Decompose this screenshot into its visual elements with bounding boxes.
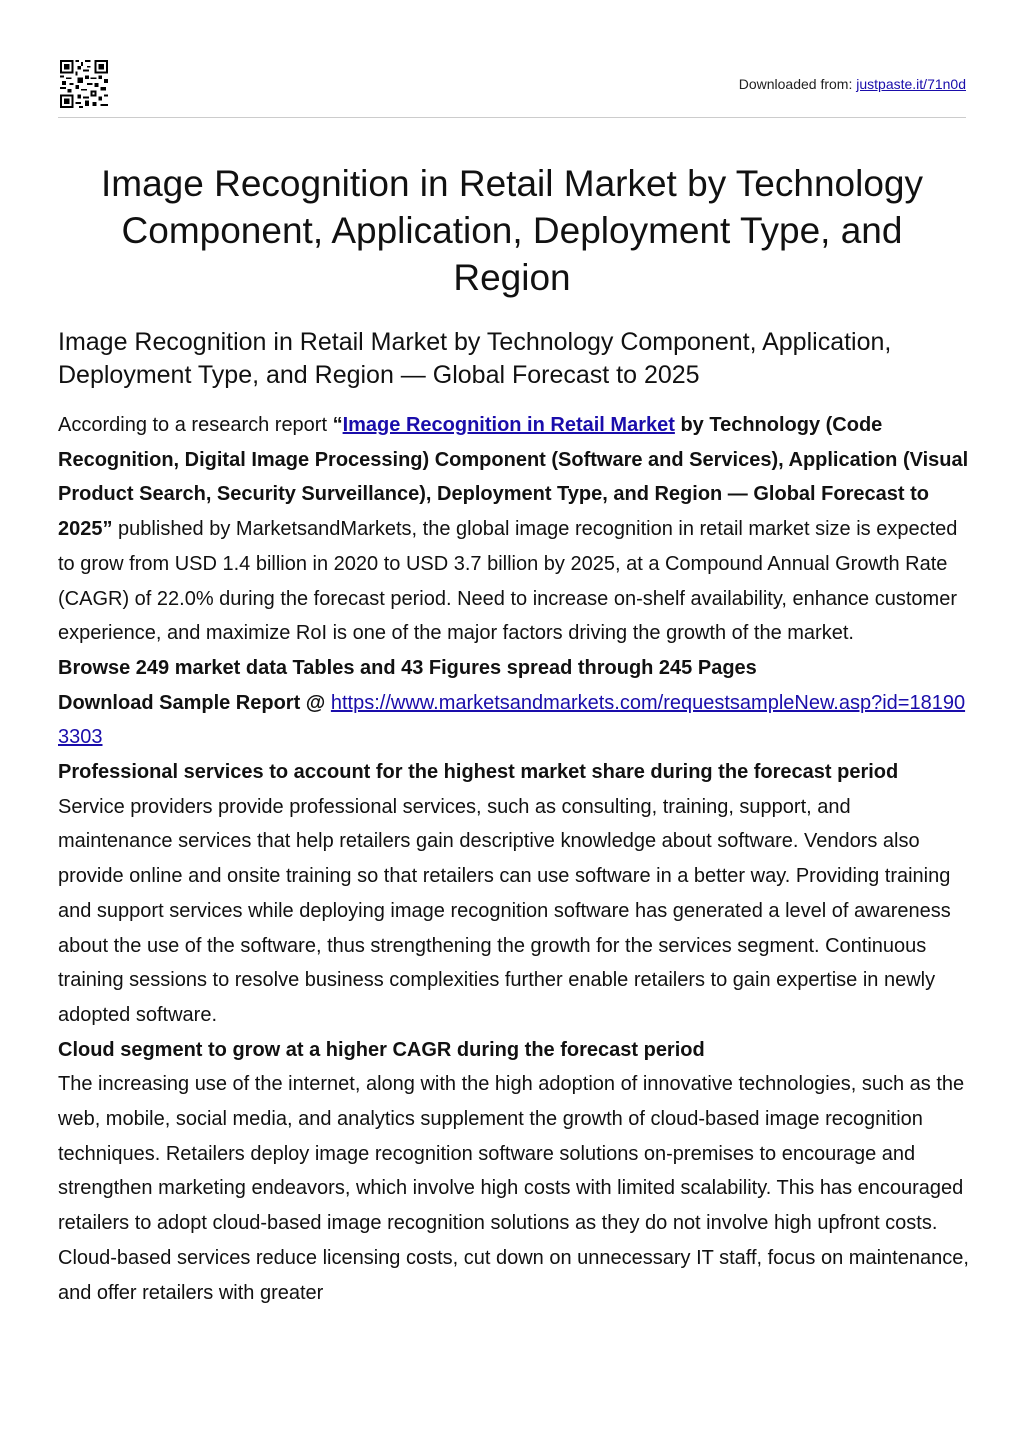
section-heading-professional (58, 755, 970, 790)
qr-code-icon (60, 60, 108, 108)
intro-text: published by MarketsandMarkets, the global image recognition in retail market size is expected to grow from USD 1.4 billion in 2020 to USD 3.7 billion by 2025, at a Compound Annual Growth Rate (CAGR) of 22.0% during the forecast period. Need to increase on-shelf availability, enhance customer experience, and maximize RoI is one of the major factors driving the growth of the market. (58, 518, 958, 645)
downloaded-label: Downloaded from: (738, 76, 853, 92)
source-link[interactable]: justpaste.it/71n0d (856, 76, 966, 92)
intro-report-title: by Technology (Code Recognition, Digital Image Processing) Component (Software and Services), Application (Visual Product Search, Security Surveillance), Deployment Type, and Region — Global Forecast to 2025” (58, 414, 969, 541)
sample-report-link[interactable]: https://www.marketsandmarkets.com/requestsampleNew.asp?id=181903303 (58, 691, 966, 749)
page-subtitle: Image Recognition in Retail Market by Technology Component, Application, Deployment Type, and Region — Global Forecast to 2025 (58, 328, 892, 389)
section-heading-cloud (58, 1033, 970, 1068)
report-link[interactable]: Image Recognition in Retail Market (342, 414, 675, 436)
article-body (58, 408, 970, 1310)
section1-heading-text: Professional services to account for the highest market share during the forecast period (58, 761, 899, 784)
intro-paragraph (58, 408, 970, 651)
page-title: Image Recognition in Retail Market by Technology Component, Application, Deployment Type, and Region (101, 163, 923, 298)
intro-quote-open: “ (332, 414, 343, 436)
section-paragraph-professional: Service providers provide professional services, such as consulting, training, support, and maintenance services that help retailers gain descriptive knowledge about software. Vendors also provide online and onsite training so that retailers can use software in a better way. Providing training and support services while deploying image recognition software has generated a level of awareness about the use of the software, thus strengthening the growth for the services segment. Continuous training sessions to resolve business complexities further enable retailers to gain expertise in newly adopted software. (58, 795, 951, 1026)
header-divider (58, 117, 966, 118)
browse-line (58, 651, 970, 686)
browse-text: Browse 249 market data Tables and 43 Figures spread through 245 Pages (58, 656, 757, 679)
intro-lead: According to a research report (58, 414, 333, 436)
section-paragraph-cloud: The increasing use of the internet, along with the high adoption of innovative technologies, such as the web, mobile, social media, and analytics supplement the growth of cloud-based image recognition techniques. Retailers deploy image recognition software solutions on-premises to encourage and strengthen marketing endeavors, which involve high costs with limited scalability. This has encouraged retailers to adopt cloud-based image recognition solutions as they do not involve high upfront costs. Cloud-based services reduce licensing costs, cut down on unnecessary IT staff, focus on maintenance, and offer retailers with greater (58, 1073, 969, 1304)
downloaded-from (739, 76, 966, 92)
section2-heading-text: Cloud segment to grow at a higher CAGR during the forecast period (58, 1038, 705, 1061)
download-label: Download Sample Report @ (58, 691, 331, 714)
download-line (58, 686, 970, 755)
